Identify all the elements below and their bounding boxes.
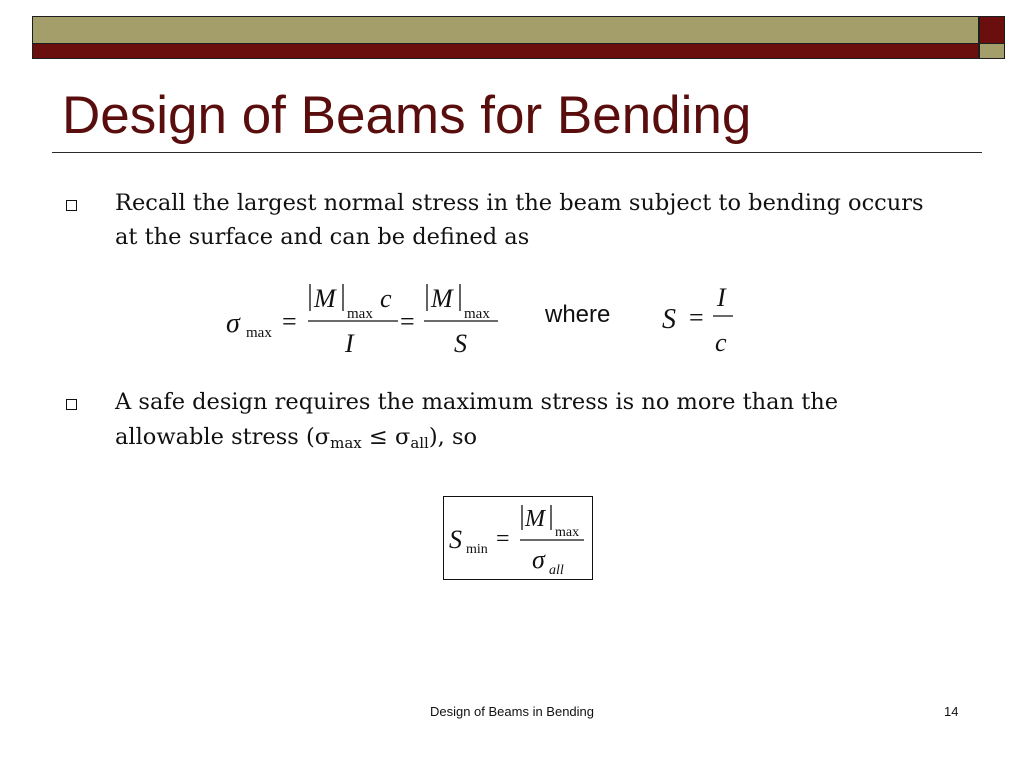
- title-divider: [52, 152, 982, 153]
- section-modulus-symbol: S: [449, 525, 462, 554]
- max-stress-equation: [220, 276, 520, 362]
- moment-symbol: M: [525, 506, 545, 532]
- where-label: where: [545, 301, 611, 328]
- all-subscript: all: [549, 563, 564, 578]
- c-symbol: c: [380, 284, 392, 313]
- max-subscript: max: [330, 434, 362, 452]
- header-square-top: [979, 16, 1005, 44]
- section-modulus-symbol: S: [454, 329, 467, 358]
- header-bar-top: [32, 16, 979, 44]
- text-segment: allowable stress (: [115, 424, 315, 450]
- less-equal-symbol: ≤: [361, 424, 395, 450]
- header-square-bottom: [979, 43, 1005, 59]
- section-modulus-equation: [656, 280, 746, 360]
- footer-title: Design of Beams in Bending: [429, 704, 595, 719]
- minimum-section-modulus-equation: [443, 496, 594, 581]
- sigma-symbol: σ: [226, 308, 240, 339]
- max-subscript: max: [464, 306, 490, 322]
- bullet-square-icon: [66, 399, 77, 410]
- moment-symbol: M: [314, 284, 336, 313]
- equals-sign: =: [496, 526, 510, 552]
- bullet-1-line-1: Recall the largest normal stress in the beam subject to bending occurs: [115, 190, 924, 216]
- c-symbol: c: [715, 328, 727, 357]
- equals-sign: =: [689, 303, 704, 332]
- bullet-square-icon: [66, 200, 77, 211]
- inertia-symbol: I: [345, 329, 354, 358]
- section-modulus-symbol: S: [662, 304, 676, 335]
- equals-sign: =: [282, 307, 297, 336]
- equals-sign: =: [400, 307, 415, 336]
- min-subscript: min: [466, 542, 488, 557]
- page-number: 14: [944, 704, 959, 719]
- max-subscript: max: [246, 325, 272, 341]
- sigma-symbol: σ: [532, 545, 545, 574]
- max-subscript: max: [555, 525, 580, 540]
- inertia-symbol: I: [717, 283, 726, 312]
- bullet-1-line-2: at the surface and can be defined as: [115, 224, 530, 250]
- bullet-2-line-2: [115, 420, 477, 460]
- slide-title: Design of Beams for Bending: [62, 86, 752, 145]
- bullet-2-line-1: A safe design requires the maximum stress is no more than the: [115, 389, 839, 415]
- text-segment: ), so: [428, 424, 478, 450]
- moment-symbol: M: [431, 284, 453, 313]
- header-bar-bottom: [32, 43, 979, 59]
- sigma-symbol: σ: [394, 424, 411, 450]
- max-subscript: max: [347, 306, 373, 322]
- sigma-symbol: σ: [314, 424, 331, 450]
- all-subscript: all: [410, 434, 429, 452]
